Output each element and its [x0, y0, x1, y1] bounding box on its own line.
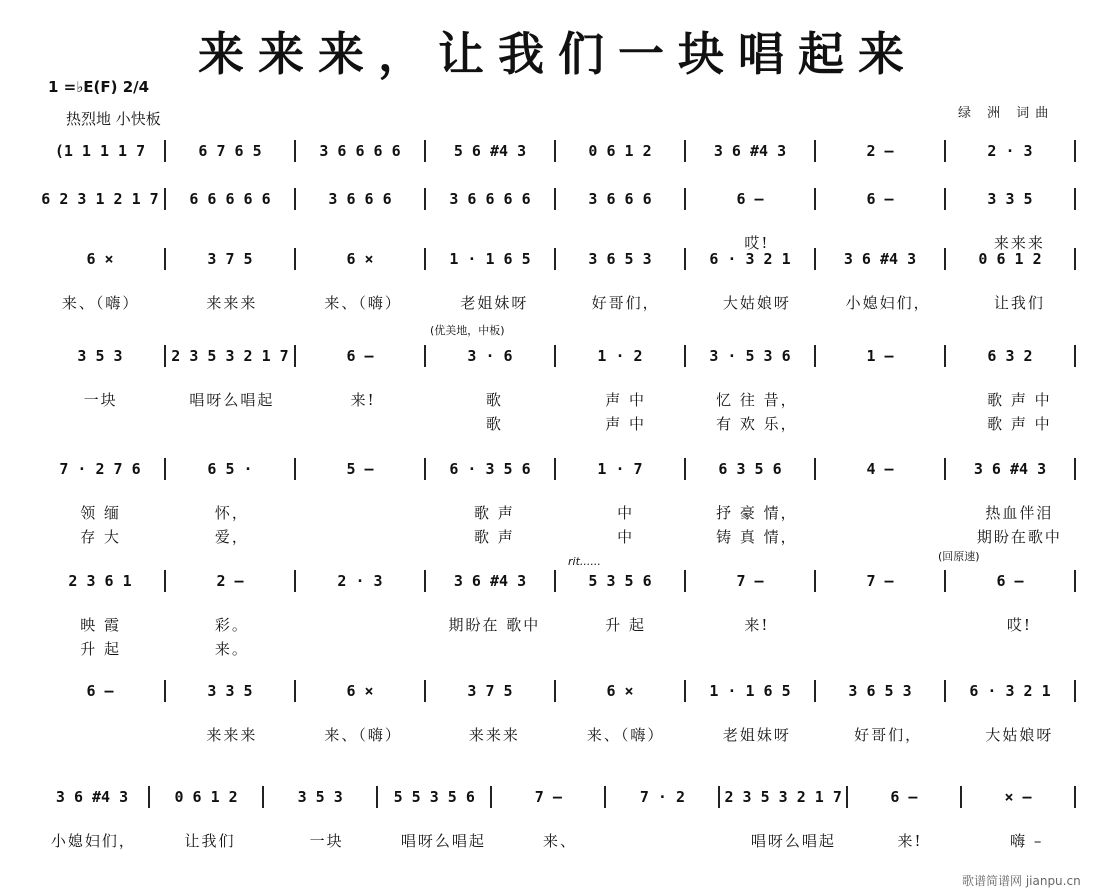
measure-notes: 3 5 3	[297, 788, 343, 806]
rit-annotation: rit......	[568, 555, 601, 568]
lyric-spacer	[161, 638, 171, 659]
measure-notes: 3 7 5	[467, 682, 513, 700]
lyric-syllables	[828, 638, 949, 659]
lyric-syllables: 铸 真 情，	[716, 528, 798, 546]
lyric-syllables: 来来来	[993, 234, 1045, 252]
measure-notes: 3 6 6 6 6	[449, 190, 531, 208]
lyric-spacer	[818, 502, 828, 523]
bar-line	[554, 680, 556, 702]
author-credit: 绿 洲 词曲	[958, 106, 1055, 121]
lyric-syllables	[623, 830, 730, 851]
lyric-spacer	[949, 724, 959, 745]
lyric-spacer	[949, 389, 959, 410]
lyrics-row	[40, 614, 1080, 635]
bar-line	[814, 680, 816, 702]
measure-notes: 7 · 2	[639, 788, 685, 806]
lyrics-row	[40, 502, 1080, 523]
lyric-syllables	[303, 413, 424, 434]
bar-line	[424, 570, 426, 592]
lyric-syllables: 唱呀么唱起	[750, 832, 836, 850]
lyric-syllables: 彩。	[214, 616, 249, 634]
lyric-spacer	[424, 389, 434, 410]
melody-row	[40, 140, 1080, 162]
lyric-syllables: 来!	[744, 616, 770, 634]
lyric-spacer	[818, 413, 828, 434]
lyric-spacer	[424, 638, 434, 659]
lyric-spacer	[818, 614, 828, 635]
lyric-spacer	[555, 389, 565, 410]
lyric-spacer	[613, 830, 623, 851]
bar-line	[424, 188, 426, 210]
lyric-spacer	[555, 413, 565, 434]
lyric-spacer	[686, 638, 696, 659]
lyric-spacer	[949, 526, 959, 547]
measure-notes: 6 –	[866, 190, 894, 208]
bar-line	[164, 140, 166, 162]
bar-line	[294, 345, 296, 367]
lyric-syllables: 来、（嗨）	[324, 726, 402, 744]
bar-line	[1074, 248, 1076, 270]
melody-row	[40, 570, 1080, 592]
bar-line	[424, 248, 426, 270]
tempo-annotation-mid: (优美地，中板)	[430, 324, 505, 337]
measure-notes: 6 3 5 6	[718, 460, 782, 478]
bar-line	[164, 570, 166, 592]
measure-notes: 3 3 5	[987, 190, 1033, 208]
lyric-spacer	[161, 614, 171, 635]
measure-notes: 1 · 1 6 5	[449, 250, 531, 268]
lyric-syllables: 来。	[214, 640, 249, 658]
lyric-syllables	[303, 614, 424, 635]
measure-notes: 0 6 1 2	[978, 250, 1042, 268]
bar-line	[944, 570, 946, 592]
lyric-spacer	[949, 638, 959, 659]
lyric-syllables: 哎!	[744, 234, 770, 252]
lyric-spacer	[424, 724, 434, 745]
bar-line	[164, 188, 166, 210]
lyric-syllables	[434, 638, 555, 659]
lyric-spacer	[686, 724, 696, 745]
lyric-syllables	[828, 526, 949, 547]
lyric-spacer	[555, 724, 565, 745]
bar-line	[944, 188, 946, 210]
lyric-spacer	[818, 292, 828, 313]
measure-notes: 6 · 3 2 1	[709, 250, 791, 268]
measure-notes: 3 6 6 6	[328, 190, 392, 208]
melody-row	[40, 188, 1080, 210]
measure-notes: 0 6 1 2	[174, 788, 238, 806]
lyric-spacer	[686, 389, 696, 410]
bar-line	[1074, 188, 1076, 210]
lyric-spacer	[818, 389, 828, 410]
lyric-spacer	[949, 413, 959, 434]
lyric-spacer	[555, 614, 565, 635]
lyric-syllables: 一块	[309, 832, 344, 850]
lyric-spacer	[161, 292, 171, 313]
lyric-spacer	[161, 413, 171, 434]
measure-notes: × –	[1004, 788, 1032, 806]
lyric-syllables: 老姐妹呀	[722, 726, 791, 744]
lyric-spacer	[818, 638, 828, 659]
bar-line	[1074, 786, 1076, 808]
measure-notes: 0 6 1 2	[588, 142, 652, 160]
lyric-spacer	[686, 614, 696, 635]
bar-line	[164, 345, 166, 367]
lyric-syllables: 大姑娘呀	[722, 294, 791, 312]
bar-line	[164, 680, 166, 702]
measure-notes: 6 ×	[346, 682, 374, 700]
measure-notes: 6 5 ·	[207, 460, 253, 478]
bar-line	[554, 140, 556, 162]
bar-line	[684, 345, 686, 367]
lyric-spacer	[161, 389, 171, 410]
bar-line	[424, 458, 426, 480]
bar-line	[960, 786, 962, 808]
bar-line	[1074, 458, 1076, 480]
bar-line	[684, 458, 686, 480]
measure-notes: 6 2 3 1 2 1 7	[41, 190, 159, 208]
lyric-spacer	[293, 614, 303, 635]
bar-line	[1074, 345, 1076, 367]
lyric-syllables	[828, 614, 949, 635]
measure-notes: 7 –	[866, 572, 894, 590]
bar-line	[684, 570, 686, 592]
measure-notes: 6 · 3 5 6	[449, 460, 531, 478]
bar-line	[424, 140, 426, 162]
measure-notes: 6 7 6 5	[198, 142, 262, 160]
measure-notes: 1 · 1 6 5	[709, 682, 791, 700]
bar-line	[1074, 570, 1076, 592]
lyric-spacer	[424, 502, 434, 523]
measure-notes: 5 6 #4 3	[453, 142, 527, 160]
lyric-syllables	[171, 413, 292, 434]
bar-line	[604, 786, 606, 808]
lyric-syllables: 来来来	[206, 726, 258, 744]
lyric-syllables: 歌 声 中	[987, 415, 1052, 433]
melody-row	[40, 786, 1080, 808]
lyric-spacer	[686, 502, 696, 523]
lyric-spacer	[730, 830, 740, 851]
bar-line	[814, 140, 816, 162]
lyric-spacer	[424, 526, 434, 547]
lyrics-row	[40, 638, 1080, 659]
lyric-syllables	[828, 502, 949, 523]
melody-row	[40, 248, 1080, 270]
lyric-syllables: 抒 豪 情，	[716, 504, 798, 522]
lyric-spacer	[949, 292, 959, 313]
lyric-spacer	[818, 526, 828, 547]
lyric-spacer	[293, 292, 303, 313]
measure-notes: 4 –	[866, 460, 894, 478]
lyric-syllables: 来来来	[206, 294, 258, 312]
lyric-spacer	[555, 526, 565, 547]
lyric-syllables	[40, 413, 161, 434]
bar-line	[944, 345, 946, 367]
lyrics-row	[40, 724, 1080, 745]
lyric-syllables	[959, 638, 1080, 659]
bar-line	[262, 786, 264, 808]
lyric-spacer	[555, 502, 565, 523]
lyric-syllables: 歌	[485, 415, 503, 433]
lyric-syllables: 歌 声	[473, 528, 515, 546]
lyric-syllables: 期盼在歌中	[976, 528, 1062, 546]
bar-line	[294, 458, 296, 480]
lyric-syllables: 来、（嗨）	[324, 294, 402, 312]
lyric-syllables: 升 起	[605, 616, 647, 634]
measure-notes: 7 –	[534, 788, 562, 806]
lyric-syllables: 歌	[485, 391, 503, 409]
bar-line	[684, 248, 686, 270]
lyric-syllables: 唱呀么唱起	[400, 832, 486, 850]
measure-notes: 3 6 #4 3	[973, 460, 1047, 478]
measure-notes: 6 ×	[346, 250, 374, 268]
measure-notes: 7 –	[736, 572, 764, 590]
bar-line	[376, 786, 378, 808]
lyric-spacer	[686, 292, 696, 313]
lyrics-row	[40, 526, 1080, 547]
measure-notes: 6 –	[86, 682, 114, 700]
lyric-spacer	[949, 502, 959, 523]
lyric-spacer	[161, 526, 171, 547]
measure-notes: 3 · 6	[467, 347, 513, 365]
bar-line	[814, 345, 816, 367]
bar-line	[684, 188, 686, 210]
lyric-syllables: 来、	[543, 832, 578, 850]
measure-notes: 6 –	[890, 788, 918, 806]
bar-line	[554, 345, 556, 367]
measure-notes: 3 7 5	[207, 250, 253, 268]
melody-row	[40, 458, 1080, 480]
lyric-syllables: 嗨 –	[1010, 832, 1044, 850]
measure-notes: 2 3 5 3 2 1 7	[724, 788, 842, 806]
lyric-syllables: 怀，	[214, 504, 249, 522]
bar-line	[846, 786, 848, 808]
song-title: 来来来，让我们一块唱起来	[198, 27, 918, 81]
lyric-syllables: 期盼在 歌中	[448, 616, 541, 634]
lyric-syllables: 忆 往 昔，	[716, 391, 798, 409]
measure-notes: 3 6 5 3	[588, 250, 652, 268]
bar-line	[684, 140, 686, 162]
measure-notes: 1 –	[866, 347, 894, 365]
lyric-syllables: 一块	[83, 391, 118, 409]
bar-line	[814, 248, 816, 270]
measure-notes: 3 5 3	[77, 347, 123, 365]
measure-notes: 6 3 2	[987, 347, 1033, 365]
lyric-spacer	[263, 830, 273, 851]
lyric-spacer	[293, 389, 303, 410]
lyric-spacer	[424, 614, 434, 635]
lyric-syllables: 映 霞	[80, 616, 122, 634]
measure-notes: 6 6 6 6 6	[189, 190, 271, 208]
measure-notes: 3 3 5	[207, 682, 253, 700]
measure-notes: (1 1 1 1 7	[54, 142, 146, 160]
lyric-syllables: 存 大	[80, 528, 122, 546]
lyric-syllables: 让我们	[993, 294, 1045, 312]
measure-notes: 3 6 6 6 6	[319, 142, 401, 160]
lyric-spacer	[818, 724, 828, 745]
lyric-syllables: 来来来	[468, 726, 520, 744]
measure-notes: 6 · 3 2 1	[969, 682, 1051, 700]
bar-line	[424, 680, 426, 702]
lyrics-row	[40, 830, 1080, 851]
lyric-syllables: 来!	[897, 832, 923, 850]
lyric-spacer	[686, 526, 696, 547]
bar-line	[294, 188, 296, 210]
lyric-syllables: 老姐妹呀	[460, 294, 529, 312]
lyric-spacer	[293, 526, 303, 547]
lyric-spacer	[161, 724, 171, 745]
lyric-syllables: 来、（嗨）	[586, 726, 665, 744]
bar-line	[944, 140, 946, 162]
bar-line	[1074, 680, 1076, 702]
measure-notes: 5 –	[346, 460, 374, 478]
lyric-syllables: 中	[617, 528, 635, 546]
lyric-syllables: 声 中	[605, 391, 647, 409]
lyric-spacer	[847, 830, 857, 851]
bar-line	[944, 680, 946, 702]
measure-notes: 3 6 5 3	[848, 682, 912, 700]
measure-notes: 6 –	[346, 347, 374, 365]
lyric-syllables: 爱，	[214, 528, 249, 546]
bar-line	[554, 248, 556, 270]
measure-notes: 1 · 2	[597, 347, 643, 365]
bar-line	[944, 458, 946, 480]
melody-row	[40, 345, 1080, 367]
measure-notes: 1 · 7	[597, 460, 643, 478]
return-tempo-annotation: (回原速)	[938, 550, 980, 563]
bar-line	[164, 248, 166, 270]
bar-line	[814, 570, 816, 592]
tempo-marking: 热烈地 小快板	[66, 110, 161, 128]
measure-notes: 5 3 5 6	[588, 572, 652, 590]
measure-notes: 3 6 #4 3	[843, 250, 917, 268]
measure-notes: 2 · 3	[987, 142, 1033, 160]
lyric-syllables	[696, 638, 817, 659]
lyric-spacer	[380, 830, 390, 851]
measure-notes: 6 –	[996, 572, 1024, 590]
measure-notes: 6 ×	[86, 250, 114, 268]
bar-line	[424, 345, 426, 367]
lyric-syllables	[828, 389, 949, 410]
bar-line	[294, 140, 296, 162]
measure-notes: 2 · 3	[337, 572, 383, 590]
measure-notes: 2 3 5 3 2 1 7	[171, 347, 289, 365]
lyric-syllables: 有 欢 乐，	[716, 415, 798, 433]
lyric-spacer	[963, 830, 973, 851]
lyric-syllables	[303, 638, 424, 659]
lyric-spacer	[293, 502, 303, 523]
lyric-syllables: 歌 声	[473, 504, 515, 522]
lyric-syllables: 小媳妇们，	[845, 294, 931, 312]
lyric-syllables: 来、（嗨）	[61, 294, 140, 312]
lyric-syllables: 让我们	[184, 832, 236, 850]
lyric-spacer	[161, 502, 171, 523]
measure-notes: 6 –	[736, 190, 764, 208]
lyrics-row	[40, 389, 1080, 410]
melody-row	[40, 680, 1080, 702]
measure-notes: 3 6 #4 3	[55, 788, 129, 806]
lyric-spacer	[293, 413, 303, 434]
lyric-syllables: 唱呀么唱起	[189, 391, 275, 409]
lyric-spacer	[424, 292, 434, 313]
lyric-syllables: 中	[617, 504, 635, 522]
lyric-spacer	[555, 292, 565, 313]
lyric-spacer	[293, 638, 303, 659]
lyric-syllables: 哎!	[1006, 616, 1032, 634]
lyric-syllables: 声 中	[605, 415, 647, 433]
bar-line	[148, 786, 150, 808]
measure-notes: 3 6 #4 3	[713, 142, 787, 160]
bar-line	[294, 570, 296, 592]
lyric-syllables: 好哥们，	[591, 294, 660, 312]
lyric-syllables: 小媳妇们，	[50, 832, 136, 850]
measure-notes: 2 –	[866, 142, 894, 160]
measure-notes: 3 6 6 6	[588, 190, 652, 208]
lyric-syllables: 大姑娘呀	[985, 726, 1054, 744]
bar-line	[554, 570, 556, 592]
lyrics-row	[40, 292, 1080, 313]
lyric-spacer	[497, 830, 507, 851]
bar-line	[814, 458, 816, 480]
watermark: 歌谱简谱网 jianpu.cn	[962, 874, 1081, 888]
lyrics-row	[40, 413, 1080, 434]
lyric-syllables: 歌 声 中	[987, 391, 1052, 409]
lyric-syllables	[828, 413, 949, 434]
bar-line	[944, 248, 946, 270]
lyric-syllables	[565, 638, 686, 659]
measure-notes: 6 ×	[606, 682, 634, 700]
lyric-syllables	[40, 724, 161, 745]
bar-line	[684, 680, 686, 702]
measure-notes: 7 · 2 7 6	[59, 460, 141, 478]
measure-notes: 5 5 3 5 6	[393, 788, 475, 806]
bar-line	[814, 188, 816, 210]
lyric-spacer	[424, 413, 434, 434]
key-signature: 1 =♭E(F) 2/4	[48, 78, 150, 96]
lyric-spacer	[147, 830, 157, 851]
bar-line	[294, 680, 296, 702]
bar-line	[1074, 140, 1076, 162]
lyric-syllables: 热血伴泪	[985, 504, 1054, 522]
lyric-syllables	[303, 526, 424, 547]
lyric-spacer	[949, 614, 959, 635]
lyric-syllables: 来!	[350, 391, 376, 409]
lyric-spacer	[555, 638, 565, 659]
lyric-syllables	[303, 502, 424, 523]
bar-line	[294, 248, 296, 270]
bar-line	[490, 786, 492, 808]
measure-notes: 2 –	[216, 572, 244, 590]
lyric-syllables: 升 起	[80, 640, 122, 658]
lyric-spacer	[293, 724, 303, 745]
measure-notes: 3 6 #4 3	[453, 572, 527, 590]
bar-line	[164, 458, 166, 480]
bar-line	[554, 458, 556, 480]
bar-line	[718, 786, 720, 808]
lyric-syllables: 领 缅	[80, 504, 122, 522]
lyric-spacer	[686, 413, 696, 434]
measure-notes: 2 3 6 1	[68, 572, 132, 590]
lyric-syllables: 好哥们，	[854, 726, 923, 744]
measure-notes: 3 · 5 3 6	[709, 347, 791, 365]
bar-line	[554, 188, 556, 210]
